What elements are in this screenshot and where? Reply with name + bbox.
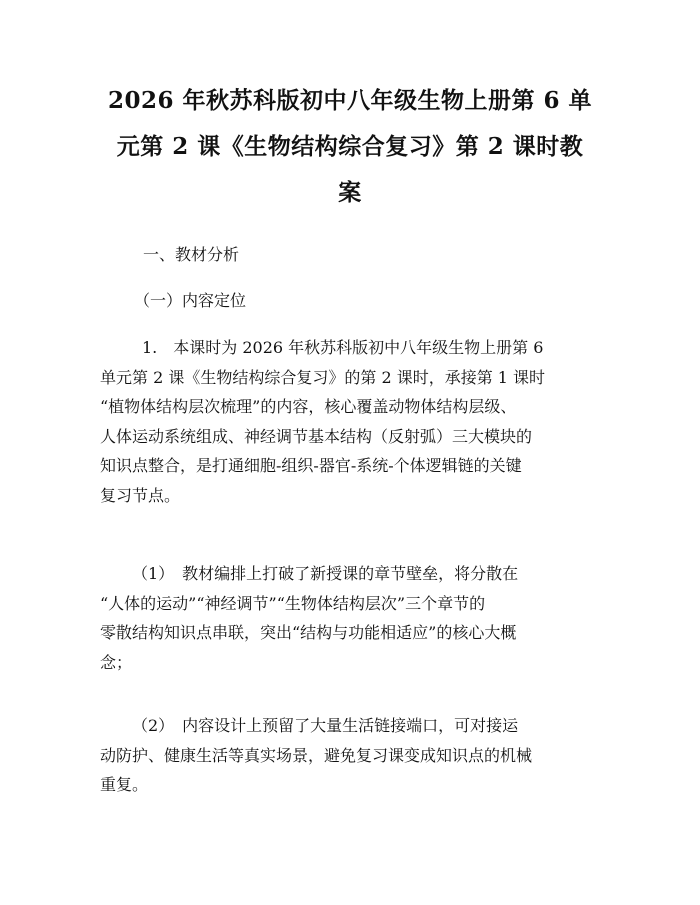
- paragraph-line: 动防护、健康生活等真实场景，避免复习课变成知识点的机械: [100, 745, 533, 765]
- paragraph-content-positioning: [100, 333, 600, 510]
- paragraph-line: 单元第 2 课《生物结构综合复习》的第 2 课时，承接第 1 课时: [100, 367, 546, 387]
- subsection-heading: （一）内容定位: [134, 291, 247, 310]
- section-heading: 一、教材分析: [143, 245, 240, 264]
- paragraph-line: 知识点整合，是打通细胞-组织-器官-系统-个体逻辑链的关键: [100, 456, 522, 475]
- paragraph-line: 重复。: [100, 775, 149, 794]
- paragraph-line: 人体运动系统组成、神经调节基本结构（反射弧）三大模块的: [100, 426, 533, 446]
- paragraph-content-design: [100, 711, 600, 800]
- paragraph-line: “人体的运动”“神经调节”“生物体结构层次”三个章节的: [100, 593, 486, 613]
- title-line: 元第 2 课《生物结构综合复习》第 2 课时教: [116, 133, 584, 160]
- paragraph-line: 1. 本课时为 2026 年秋苏科版初中八年级生物上册第 6: [142, 338, 544, 357]
- paragraph-textbook-arrangement: [100, 559, 600, 677]
- paragraph-line: 复习节点。: [100, 485, 181, 505]
- paragraph-line: （2） 内容设计上预留了大量生活链接端口，可对接运: [132, 716, 519, 735]
- paragraph-line: 零散结构知识点串联，突出“结构与功能相适应”的核心大概: [100, 623, 517, 642]
- paragraph-line: “植物体结构层次梳理”的内容，核心覆盖动物体结构层级、: [100, 397, 517, 416]
- title-line: 案: [338, 179, 362, 206]
- document-title: [100, 78, 600, 216]
- paragraph-line: （1） 教材编排上打破了新授课的章节壁垒，将分散在: [132, 564, 519, 583]
- title-line: 2026 年秋苏科版初中八年级生物上册第 6 单: [107, 87, 593, 114]
- paragraph-line: 念；: [100, 652, 133, 672]
